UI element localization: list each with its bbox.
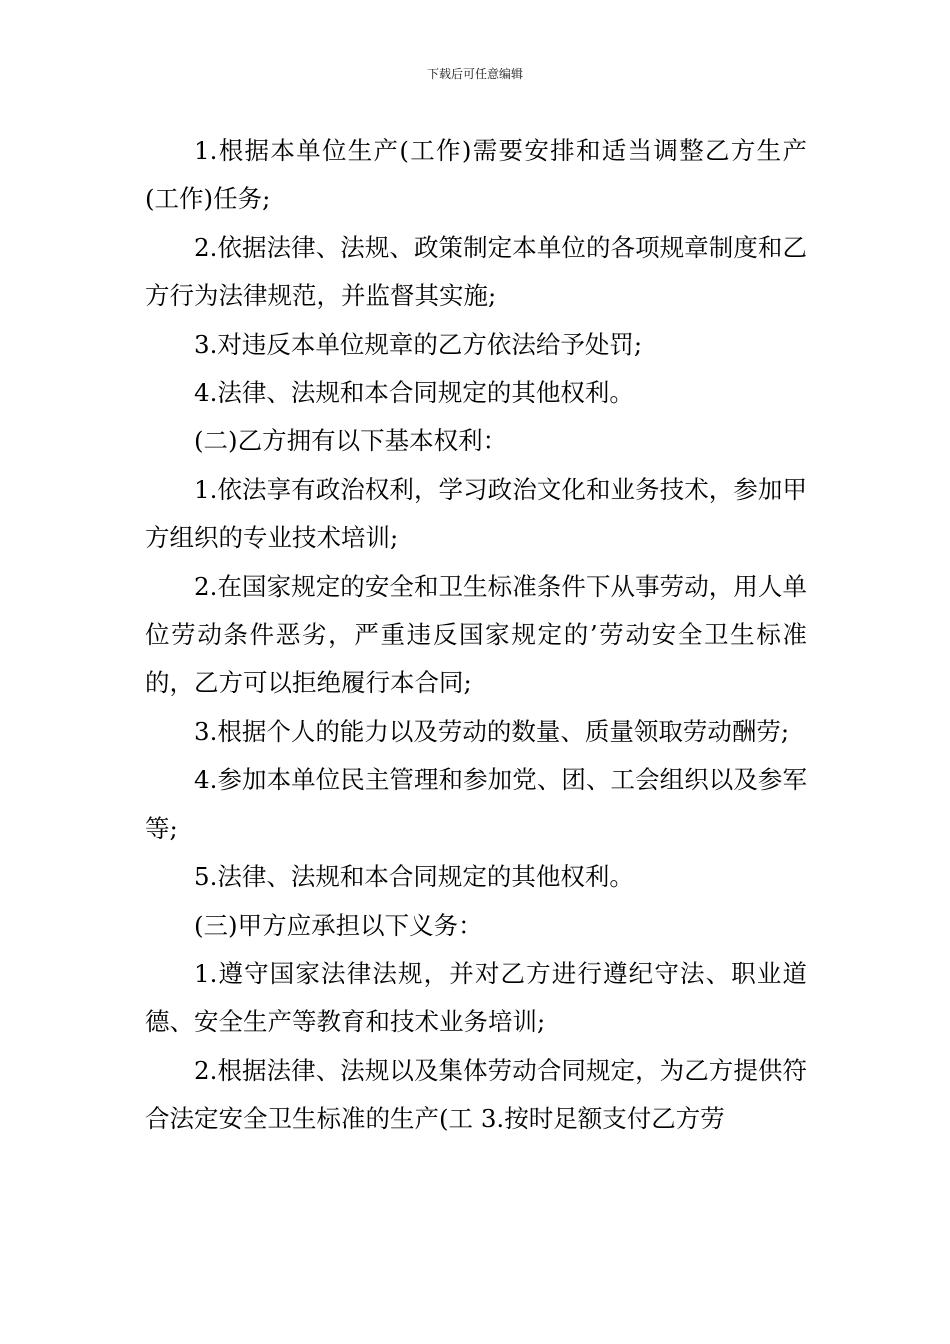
- paragraph-3: 3.对违反本单位规章的乙方依法给予处罚;: [194, 329, 643, 359]
- paragraph-2: 2.依据法律、法规、政策制定本单位的各项规章制度和乙方行为法律规范，并监督其实施;: [145, 232, 807, 311]
- paragraph-5: 1.依法享有政治权利，学习政治文化和业务技术，参加甲方组织的专业技术培训;: [145, 474, 807, 553]
- paragraph-8: 4.参加本单位民主管理和参加党、团、工会组织以及参军等;: [145, 765, 807, 843]
- paragraph-9: 5.法律、法规和本合同规定的其他权利。: [194, 862, 634, 892]
- paragraph-6: 2.在国家规定的安全和卫生标准条件下从事劳动，用人单位劳动条件恶劣，严重违反国家规定的’劳动安全卫生标准的，乙方可以拒绝履行本合同;: [145, 571, 807, 698]
- paragraph-7: 3.根据个人的能力以及劳动的数量、质量领取劳动酬劳;: [194, 716, 790, 746]
- paragraph-1: 1.根据本单位生产(工作)需要安排和适当调整乙方生产(工作)任务;: [145, 136, 807, 214]
- section-heading-3: (三)甲方应承担以下义务：: [194, 910, 483, 940]
- paragraph-4: 4.法律、法规和本合同规定的其他权利。: [194, 378, 634, 408]
- section-heading-2: (二)乙方拥有以下基本权利：: [194, 426, 508, 456]
- paragraph-11: 2.根据法律、法规以及集体劳动合同规定，为乙方提供符合法定安全卫生标准的生产(工 3.按时足额支付乙方劳: [145, 1055, 807, 1134]
- document-body: [145, 127, 807, 1144]
- page-header: 下载后可任意编辑: [426, 67, 523, 81]
- paragraph-10: 1.遵守国家法律法规，并对乙方进行遵纪守法、职业道德、安全生产等教育和技术业务培训;: [145, 958, 807, 1037]
